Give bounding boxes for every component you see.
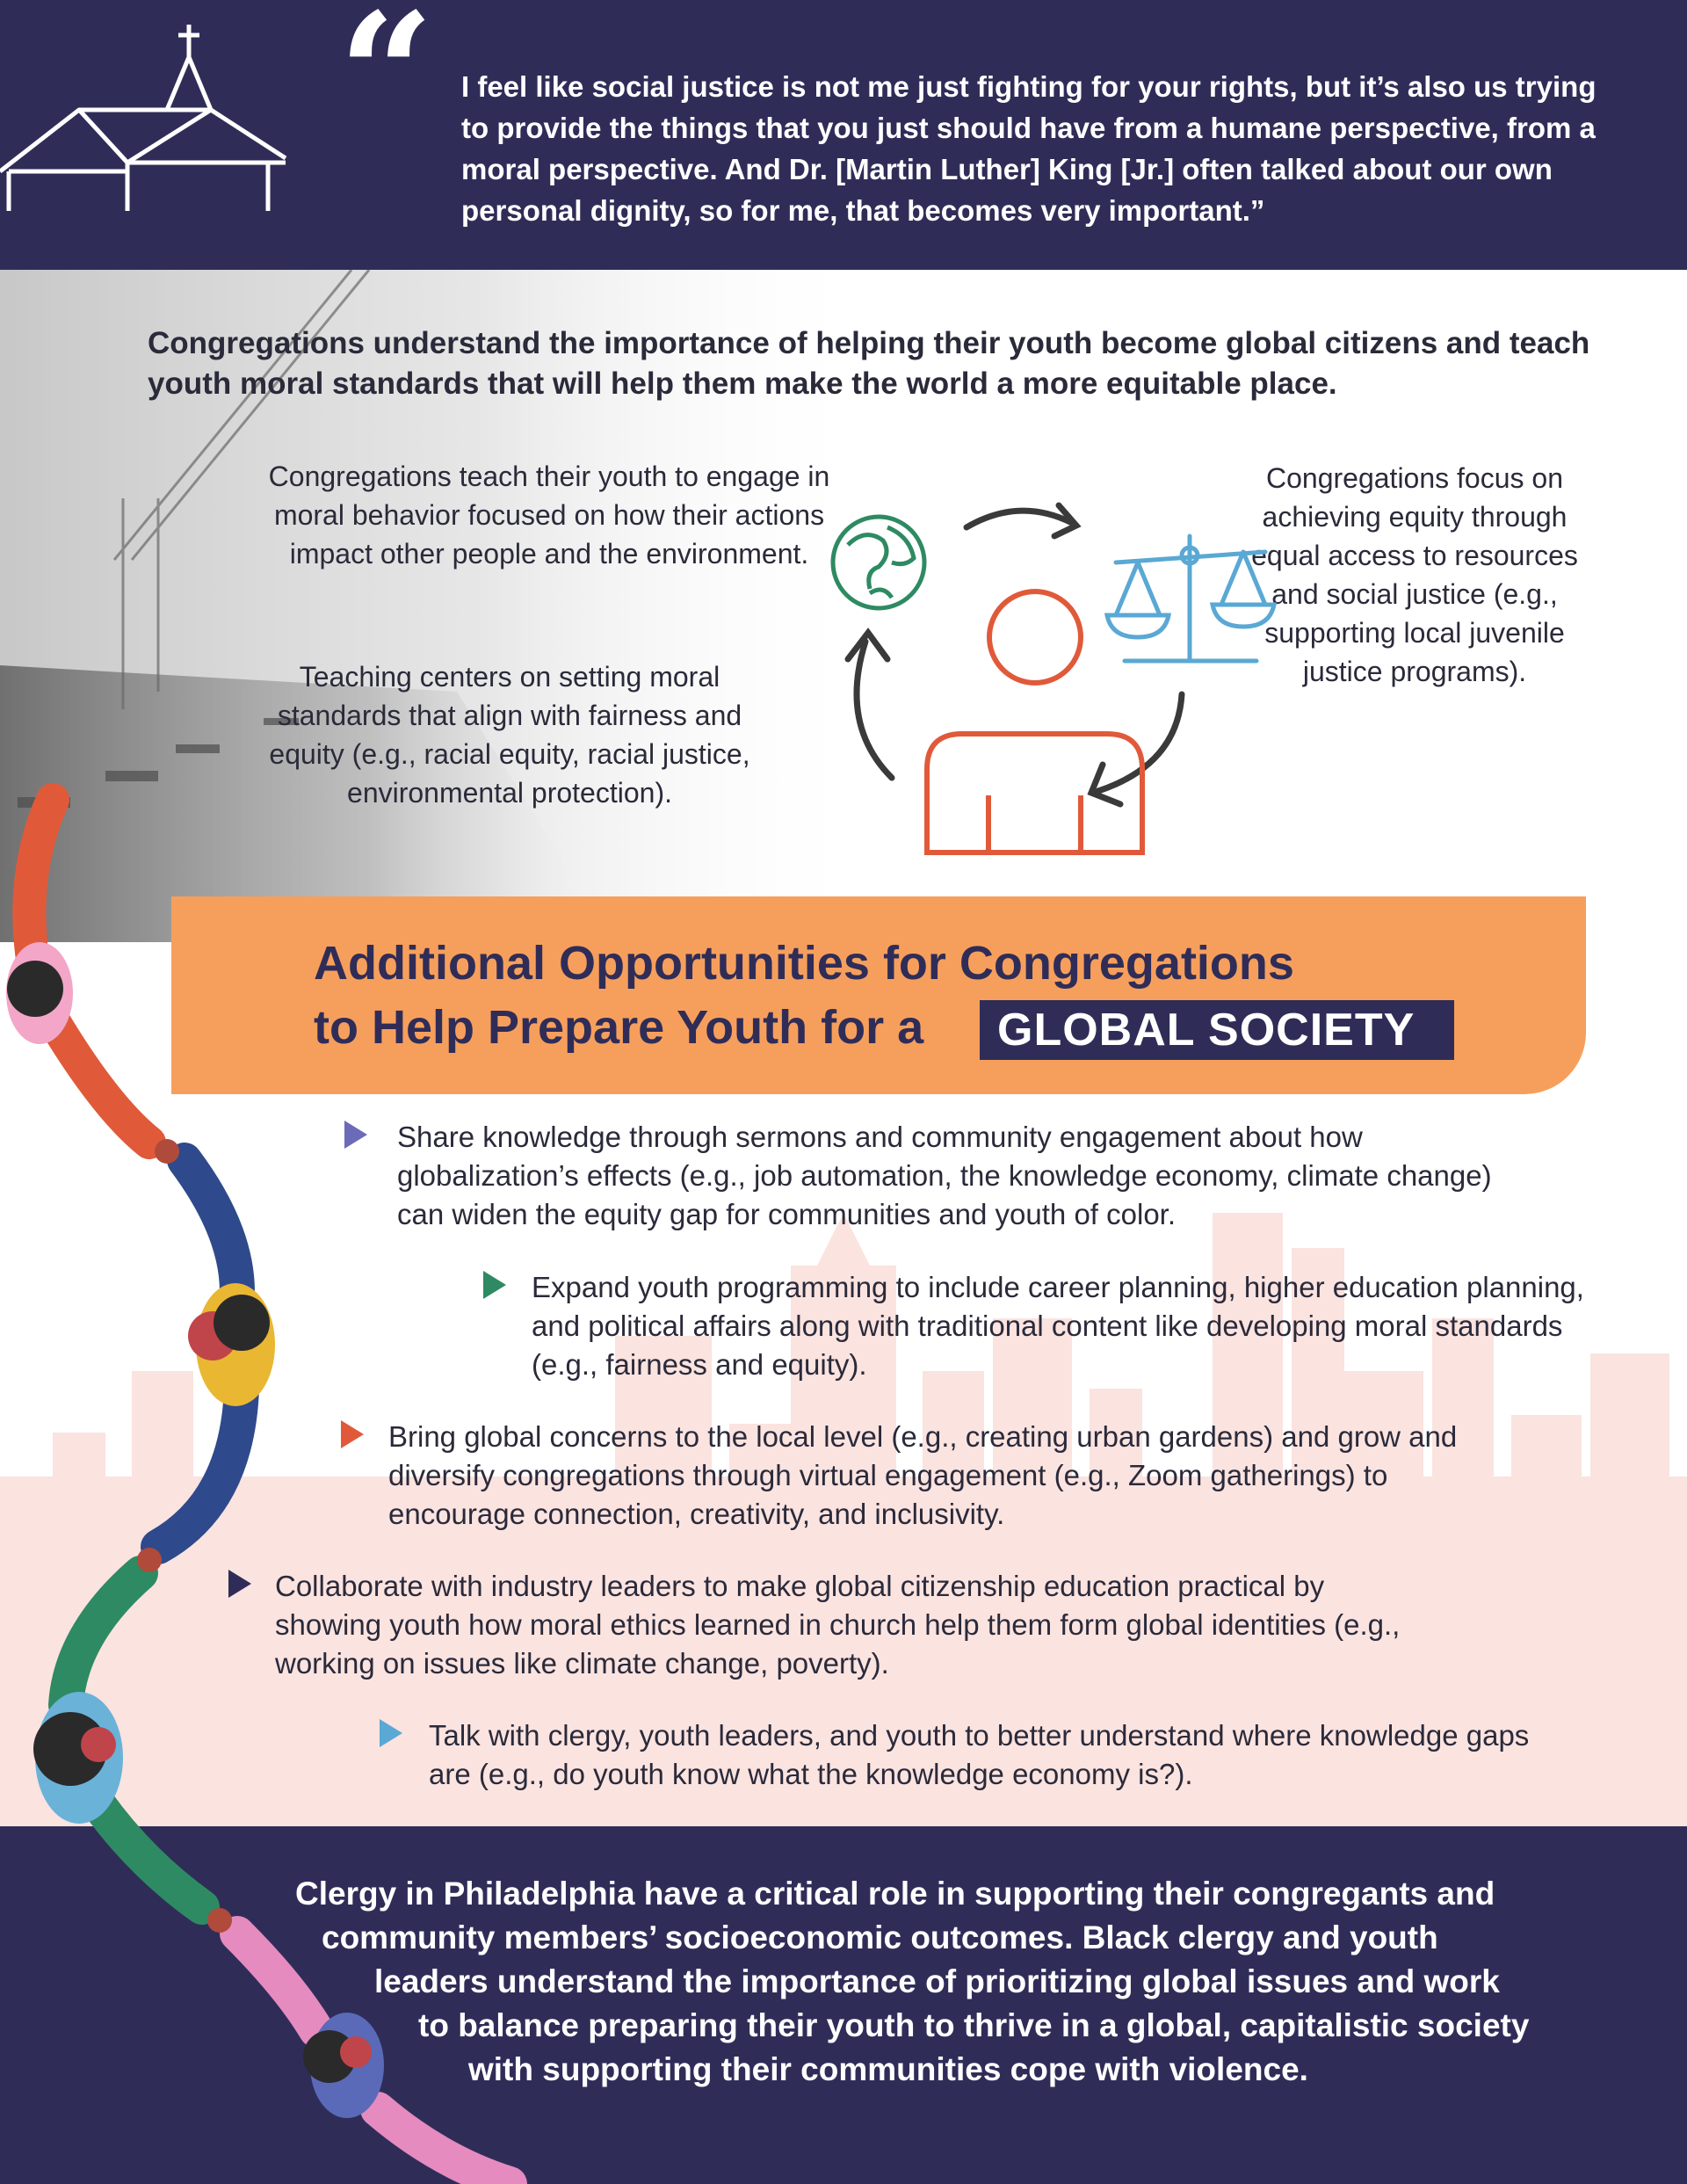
left-text-moral-standards: Teaching centers on setting moral standards that align with fairness and equity (e.g., racial equity, racial justice, environmental protection). [269, 661, 750, 809]
global-society-label: GLOBAL SOCIETY [997, 1005, 1415, 1056]
quote-mark: “ [338, 0, 435, 172]
globe-icon [833, 517, 924, 608]
closing-line-2: community members’ socioeconomic outcomes. Black clergy and youth [322, 1919, 1438, 1955]
closing-line-5: with supporting their communities cope with violence. [468, 2051, 1308, 2087]
intro-heading: Congregations understand the importance of helping their youth become global citizens and teach youth moral standards that will help them make the world a more equitable place. [148, 326, 1590, 401]
left-text-moral-behavior: Congregations teach their youth to engage in moral behavior focused on how their actions impact other people and the environment. [268, 461, 830, 570]
church-icon [0, 18, 299, 229]
banner-title-line-2: to Help Prepare Youth for a [314, 1001, 924, 1054]
right-text-equity: Congregations focus on achieving equity through equal access to resources and social justice (e.g., supporting local juvenile justice programs). [1251, 462, 1578, 687]
bullet-expand-programming: Expand youth programming to include career planning, higher education planning, and political affairs along with traditional content like developing moral standards (e.g., fairness and equity). [532, 1271, 1584, 1381]
people-chain-illustration [0, 773, 545, 2184]
cycle-diagram [808, 475, 1300, 870]
bullet-collaborate: Collaborate with industry leaders to make global citizenship education practical by showing youth how moral ethics learned in church help them form global identities (e.g., working on issues like climate change, poverty). [275, 1570, 1401, 1680]
bullet-talk-with-clergy: Talk with clergy, youth leaders, and youth to better understand where knowledge gaps are (e.g., do youth know what the knowledge economy is?). [429, 1719, 1530, 1790]
person-icon [927, 591, 1142, 853]
scales-of-justice-icon [1107, 536, 1274, 661]
closing-line-3: leaders understand the importance of prioritizing global issues and work [374, 1963, 1500, 1999]
banner-title-line-1: Additional Opportunities for Congregations [314, 937, 1294, 990]
closing-line-4: to balance preparing their youth to thrive in a global, capitalistic society [418, 2007, 1530, 2043]
quote-text: I feel like social justice is not me just fighting for your rights, but it’s also us trying to provide the things that you just should have from a humane perspective, from a moral perspective. And Dr. [Martin Luther] King [Jr.] often talked about our own personal dignity, so for me, that becomes very important.” [461, 70, 1596, 227]
closing-line-1: Clergy in Philadelphia have a critical role in supporting their congregants and [295, 1876, 1495, 1912]
cycle-arrow-icon [848, 505, 1182, 804]
bullet-share-knowledge: Share knowledge through sermons and community engagement about how globalization’s effects (e.g., job automation, the knowledge economy, climate change) can widen the equity gap for communities and youth of color. [397, 1121, 1492, 1230]
bullet-global-concerns: Bring global concerns to the local level (e.g., creating urban gardens) and grow and diversify congregations through virtual engagement (e.g., Zoom gatherings) to encourage connection, creativity, and inclusivity. [388, 1420, 1458, 1530]
